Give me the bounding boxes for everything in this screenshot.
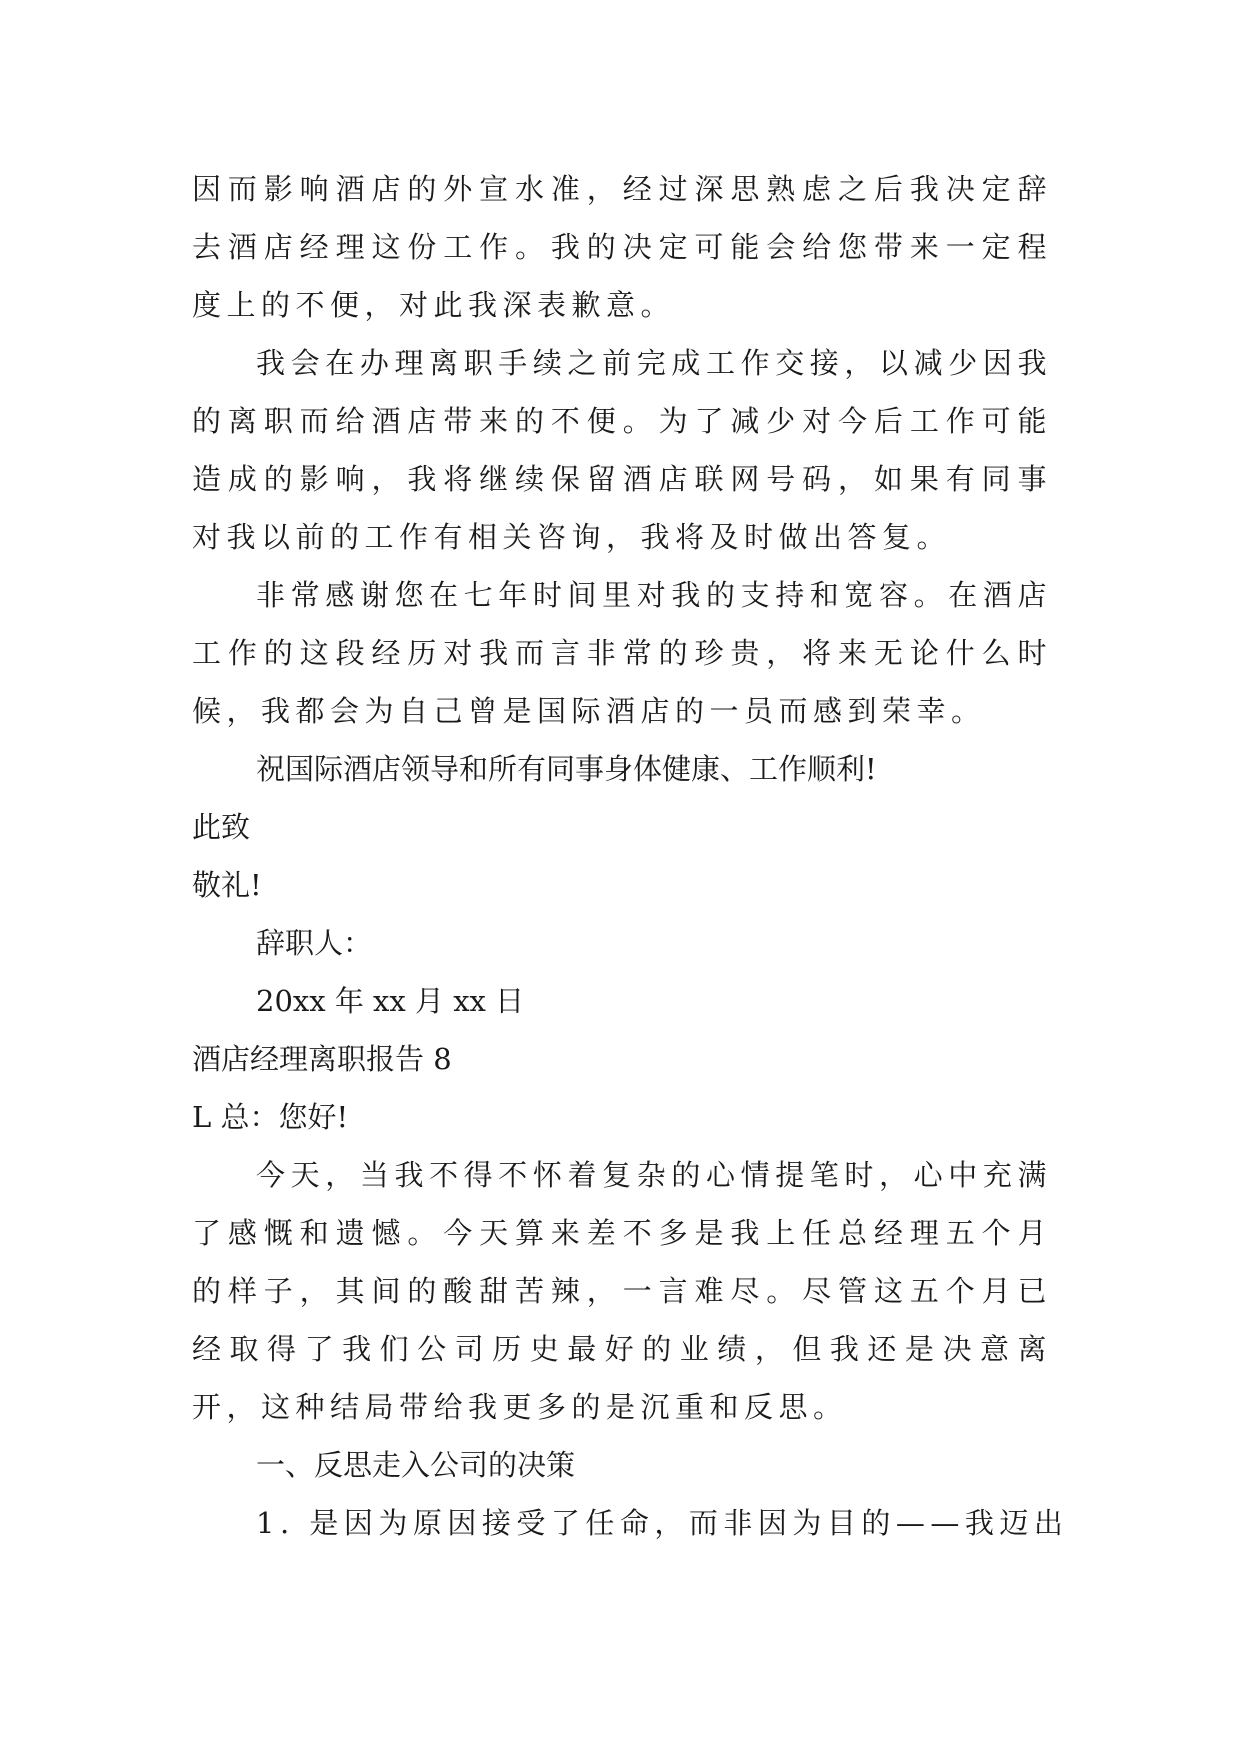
closing-jingli: 敬礼! [192,868,262,902]
document-page [192,160,1069,1552]
closing-cizhi: 此致 [192,810,251,844]
signer-label: 辞职人： [256,926,373,960]
subsection-heading: 一、反思走入公司的决策 [256,1448,576,1482]
list-item-1: 1. 是因为原因接受了任命，而非因为目的——我迈出 [256,1506,1069,1540]
paragraph-wishes: 祝国际酒店领导和所有同事身体健康、工作顺利! [256,752,877,786]
section-heading: 酒店经理离职报告 8 [192,1042,452,1076]
salutation: L 总：您好! [192,1100,349,1134]
paragraph-continuation: 因而影响酒店的外宣水准，经过深思熟虑之后我决定辞去酒店经理这份工作。我的决定可能会给您带来一定程度上的不便，对此我深表歉意。 [192,172,1052,322]
date-line: 20xx 年 xx 月 xx 日 [256,984,525,1018]
paragraph-reflection: 今天，当我不得不怀着复杂的心情提笔时，心中充满了感慨和遗憾。今天算来差不多是我上任总经理五个月的样子，其间的酸甜苦辣，一言难尽。尽管这五个月已经取得了我们公司历史最好的业绩，但我还是决意离开，这种结局带给我更多的是沉重和反思。 [192,1158,1052,1424]
paragraph-handover: 我会在办理离职手续之前完成工作交接，以减少因我的离职而给酒店带来的不便。为了减少对今后工作可能造成的影响，我将继续保留酒店联网号码，如果有同事对我以前的工作有相关咨询，我将及时做出答复。 [192,346,1052,554]
paragraph-thanks: 非常感谢您在七年时间里对我的支持和宽容。在酒店工作的这段经历对我而言非常的珍贵，将来无论什么时候，我都会为自己曾是国际酒店的一员而感到荣幸。 [192,578,1052,728]
